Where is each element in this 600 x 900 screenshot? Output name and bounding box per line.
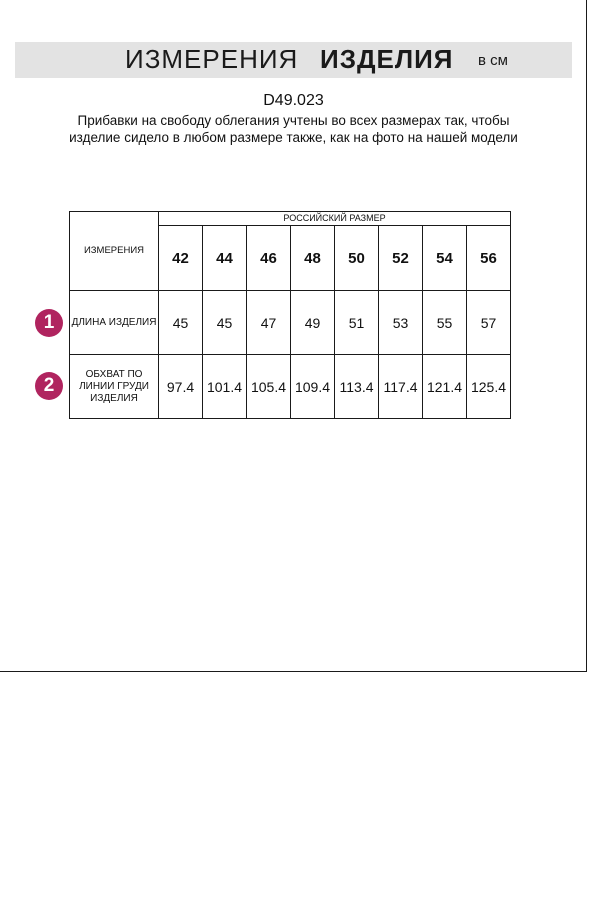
- article-code: D49.023: [263, 92, 324, 109]
- row-badge-2: 2: [35, 372, 63, 400]
- value-cell: 45: [203, 291, 247, 355]
- value-cell: 49: [291, 291, 335, 355]
- value-cell: 55: [423, 291, 467, 355]
- size-header-cell: 46: [247, 226, 291, 291]
- value-cell: 47: [247, 291, 291, 355]
- value-cell: 125.4: [467, 355, 511, 419]
- size-header-cell: 50: [335, 226, 379, 291]
- value-cell: 57: [467, 291, 511, 355]
- value-cell: 113.4: [335, 355, 379, 419]
- size-table: [69, 211, 511, 419]
- row-label-chest: ОБХВАТ ПО ЛИНИИ ГРУДИ ИЗДЕЛИЯ: [70, 355, 159, 419]
- title-product: ИЗДЕЛИЯ: [320, 44, 454, 74]
- size-header-cell: 52: [379, 226, 423, 291]
- table-row: [70, 355, 511, 419]
- value-cell: 121.4: [423, 355, 467, 419]
- fit-note: Прибавки на свободу облегания учтены во всех размерах так, чтобы изделие сидело в любом размере также, как на фото на нашей модели: [69, 113, 518, 145]
- row-badge-1: 1: [35, 309, 63, 337]
- size-header-cell: 54: [423, 226, 467, 291]
- title-measurements: ИЗМЕРЕНИЯ: [125, 44, 299, 74]
- value-cell: 109.4: [291, 355, 335, 419]
- value-cell: 45: [159, 291, 203, 355]
- value-cell: 51: [335, 291, 379, 355]
- row-label-length: ДЛИНА ИЗДЕЛИЯ: [70, 291, 159, 355]
- size-header-cell: 42: [159, 226, 203, 291]
- size-header-cell: 48: [291, 226, 335, 291]
- value-cell: 105.4: [247, 355, 291, 419]
- size-header-cell: 56: [467, 226, 511, 291]
- value-cell: 117.4: [379, 355, 423, 419]
- value-cell: 101.4: [203, 355, 247, 419]
- value-cell: 53: [379, 291, 423, 355]
- size-header-cell: 44: [203, 226, 247, 291]
- measure-column-header: ИЗМЕРЕНИЯ: [70, 212, 159, 291]
- title-unit: в см: [478, 52, 508, 69]
- table-row: [70, 291, 511, 355]
- size-group-header: РОССИЙСКИЙ РАЗМЕР: [159, 212, 511, 226]
- value-cell: 97.4: [159, 355, 203, 419]
